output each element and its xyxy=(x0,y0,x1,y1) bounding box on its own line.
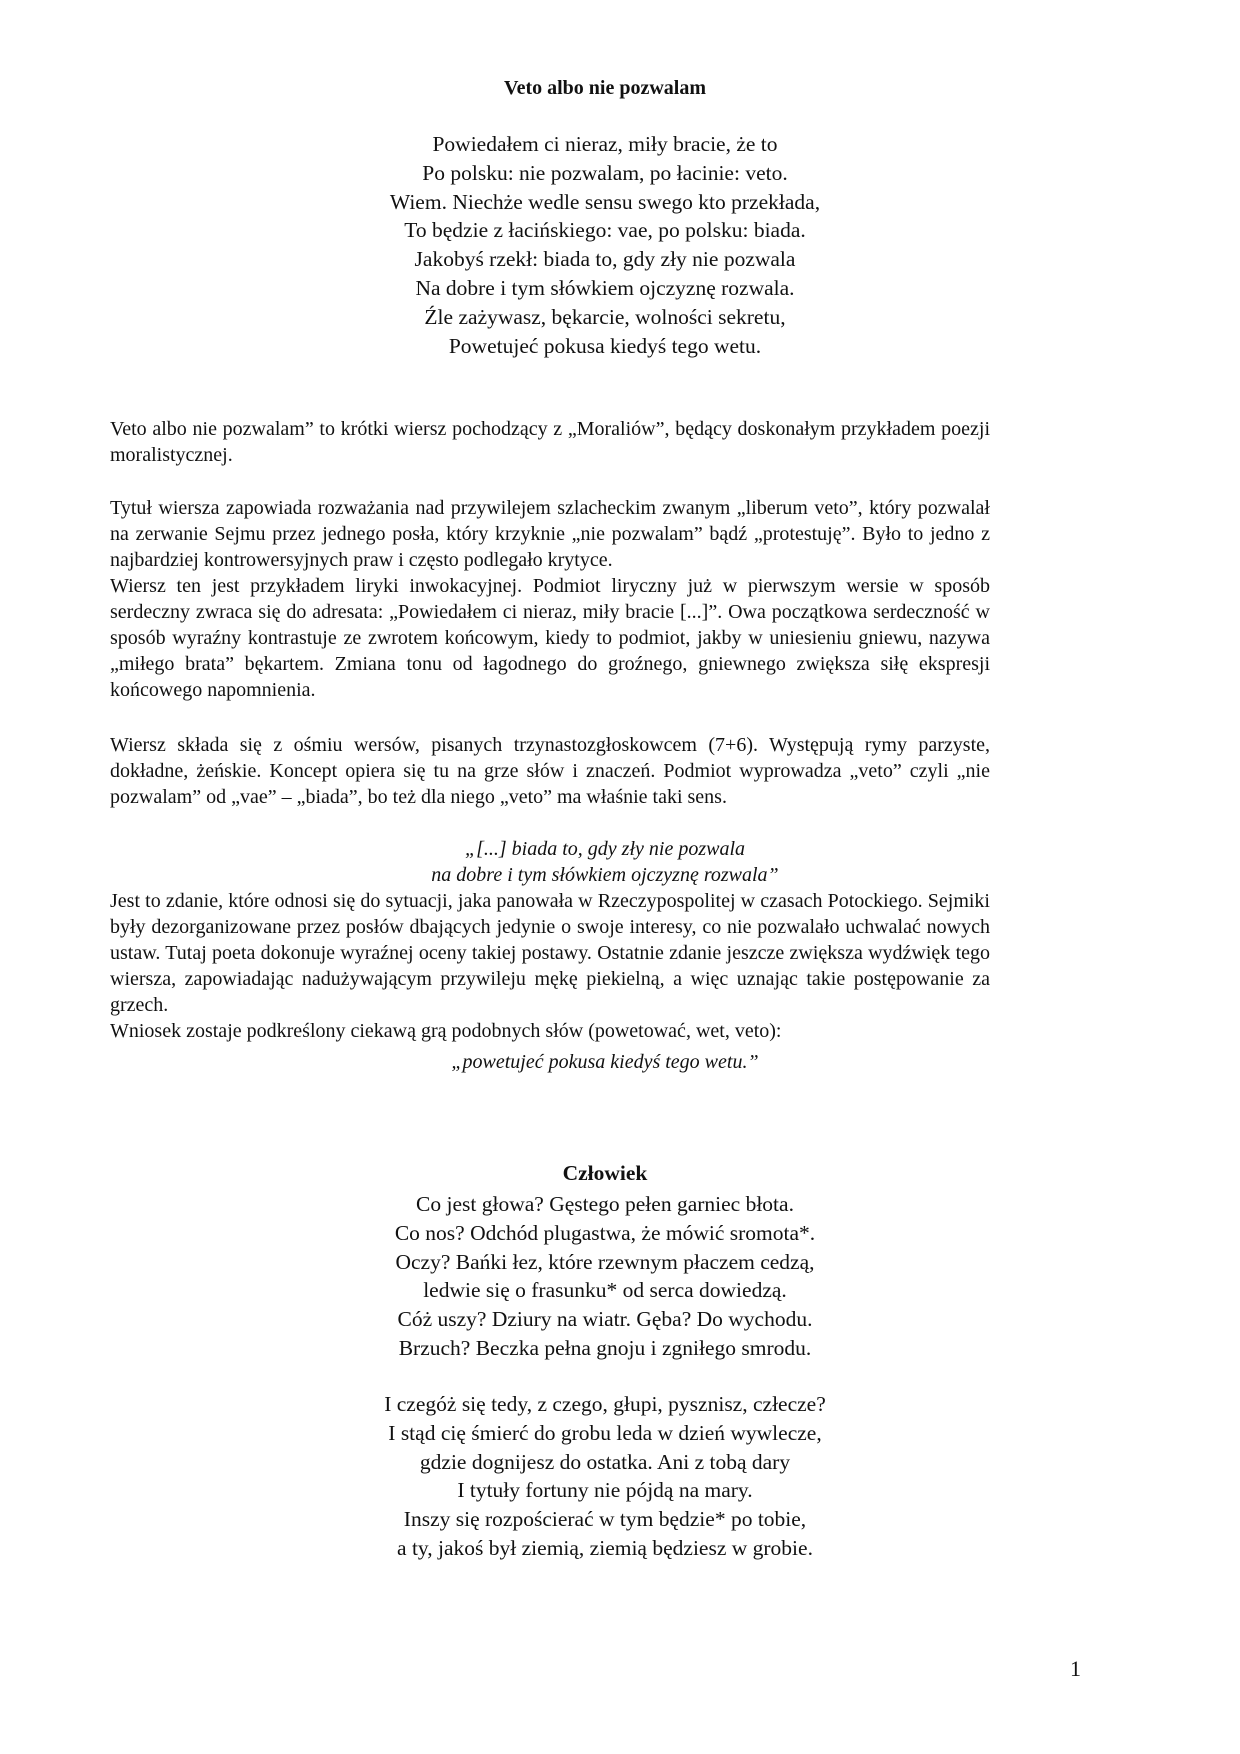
poem-line: Oczy? Bańki łez, które rzewnym płaczem cedzą, xyxy=(395,1249,815,1274)
paragraph-intro xyxy=(110,416,990,468)
paragraph-context xyxy=(110,888,990,1044)
poem-line: Na dobre i tym słówkiem ojczyznę rozwala. xyxy=(415,275,795,300)
poem-line: ledwie się o frasunku* od serca dowiedzą. xyxy=(423,1278,787,1303)
poem-line: I czegóż się tedy, z czego, głupi, pysznisz, człecze? xyxy=(384,1392,826,1416)
poem-line: Po polsku: nie pozwalam, po łacinie: veto. xyxy=(422,160,788,185)
quote-block xyxy=(0,836,1210,888)
quote-line: na dobre i tym słówkiem ojczyznę rozwala” xyxy=(431,864,779,886)
poem-line: Powiedałem ci nieraz, miły bracie, że to xyxy=(432,132,778,156)
paragraph-text: Jest to zdanie, które odnosi się do sytuacji, jaka panowała w Rzeczypospolitej w czasach Potockiego. Sejmiki były dezorganizowane przez posłów dbających jedynie o swoje interesy, co nie pozwalało uchwalać nowych ustaw. Tutaj poeta dokonuje wyraźnej oceny takiej postawy. Ostatnie zdanie jeszcze zwiększa wydźwięk tego wiersza, zapowiadając nadużywającym przywileju mękę piekielną, a więc uznając takie postępowanie za grzech. xyxy=(110,890,990,1016)
poem-line: I tytuły fortuny nie pójdą na mary. xyxy=(457,1478,753,1503)
paragraph-text: Tytuł wiersza zapowiada rozważania nad przywilejem szlacheckim zwanym „liberum veto”, który pozwalał na zerwanie Sejmu przez jednego posła, który krzyknie „nie pozwalam” bądź „protestuję”. Było to jedno z najbardziej kontrowersyjnych praw i często podlegało krytyce. xyxy=(110,497,990,571)
poem-line: Co jest głowa? Gęstego pełen garniec błota. xyxy=(416,1192,794,1216)
paragraph-text: Wiersz ten jest przykładem liryki inwokacyjnej. Podmiot liryczny już w pierwszym wersie w sposób serdeczny zwraca się do adresata: „Powiedałem ci nieraz, miły bracie [...]”. Owa początkowa serdeczność w sposób wyraźny kontrastuje ze zwrotem końcowym, kiedy to podmiot, jakby w uniesieniu gniewu, nazywa „miłego brata” bękartem. Zmiana tonu od łagodnego do groźnego, gniewnego zwiększa siłę ekspresji końcowego napomnienia. xyxy=(110,575,990,701)
poem-line: Powetujeć pokusa kiedyś tego wetu. xyxy=(448,333,762,358)
poem-czlowiek-stanza-1 xyxy=(0,1190,1210,1363)
poem-line: To będzie z łacińskiego: vae, po polsku: biada. xyxy=(404,218,806,243)
poem-title-veto: Veto albo nie pozwalam xyxy=(503,77,707,99)
poem-line: Jakobyś rzekł: biada to, gdy zły nie pozwala xyxy=(414,247,796,272)
poem-line: Cóż uszy? Dziury na wiatr. Gęba? Do wychodu. xyxy=(397,1307,813,1332)
paragraph-text: Wniosek zostaje podkreślony ciekawą grą podobnych słów (powetować, wet, veto): xyxy=(110,1020,782,1042)
quote-final: „powetujeć pokusa kiedyś tego wetu.” xyxy=(451,1051,759,1073)
poem-line: Brzuch? Beczka pełna gnoju i zgniłego smrodu. xyxy=(398,1335,812,1360)
poem-veto xyxy=(0,130,1210,360)
poem-line: a ty, jakoś był ziemią, ziemią będziesz w grobie. xyxy=(397,1535,813,1560)
poem-line: gdzie dognijesz do ostatka. Ani z tobą dary xyxy=(419,1449,791,1474)
poem-title-czlowiek: Człowiek xyxy=(562,1161,648,1185)
poem-line: Inszy się rozpościerać w tym będzie* po tobie, xyxy=(403,1507,807,1532)
poem-line: Wiem. Niechże wedle sensu swego kto przekłada, xyxy=(389,189,821,214)
paragraph-form-analysis xyxy=(110,732,990,810)
paragraph-title-analysis xyxy=(110,495,990,703)
poem-line: Źle zażywasz, bękarcie, wolności sekretu, xyxy=(424,304,786,329)
poem-line: I stąd cię śmierć do grobu leda w dzień wywlecze, xyxy=(388,1420,822,1445)
poem-line: Co nos? Odchód plugastwa, że mówić sromota*. xyxy=(394,1220,816,1245)
quote-line: „[...] biada to, gdy zły nie pozwala xyxy=(464,838,745,860)
paragraph-text: Wiersz składa się z ośmiu wersów, pisanych trzynastozgłoskowcem (7+6). Występują rymy parzyste, dokładne, żeńskie. Koncept opiera się tu na grze słów i znaczeń. Podmiot wyprowadza „veto” czyli „nie pozwalam” od „vae” – „biada”, bo też dla niego „veto” ma właśnie taki sens. xyxy=(110,734,990,808)
poem-czlowiek-stanza-2 xyxy=(0,1390,1210,1563)
page-number: 1 xyxy=(1070,1656,1081,1681)
paragraph-text: Veto albo nie pozwalam” to krótki wiersz pochodzący z „Moraliów”, będący doskonałym przykładem poezji moralistycznej. xyxy=(110,418,990,466)
